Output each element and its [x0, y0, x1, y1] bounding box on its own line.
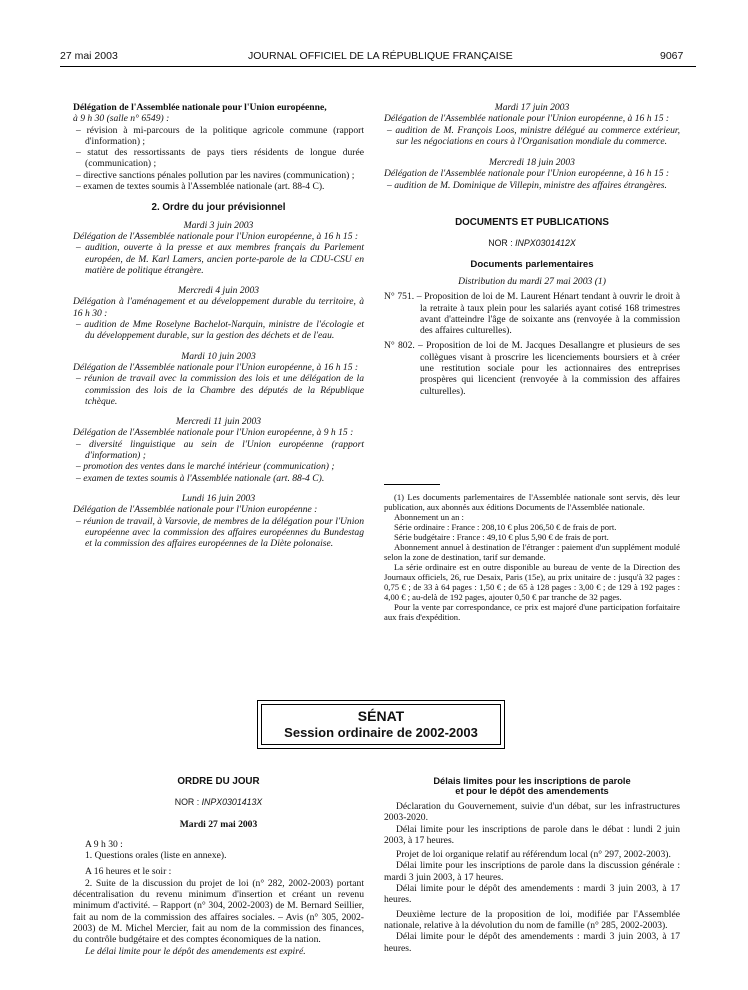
agenda-paragraph: 1. Questions orales (liste en annexe).	[85, 850, 227, 862]
document-751: N° 751. – Proposition de loi de M. Laurent Hénart tendant à ouvrir le droit à la retraite à taux plein pour les salariés ayant cotisé 168 trimestres avant d'atteindre l'âge de soixante ans (renvoyée à la commission des affaires culturelles).	[384, 291, 680, 337]
agenda-paragraph: A 9 h 30 :	[85, 838, 123, 850]
date-heading: Lundi 16 juin 2003	[181, 492, 256, 504]
meeting-lead: Délégation de l'Assemblée nationale pour l'Union européenne, à 16 h 15 :	[73, 230, 359, 242]
meeting-lead: Délégation de l'Assemblée nationale pour l'Union européenne, à 16 h 15 :	[73, 361, 359, 373]
date-heading: Mercredi 4 juin 2003	[177, 285, 260, 297]
senat-title: SÉNAT	[357, 708, 405, 724]
date-heading: Mardi 17 juin 2003	[494, 102, 570, 113]
agenda-item: – révision à mi-parcours de la politique agricole commune (rapport d'information) ;	[76, 124, 364, 147]
meeting-item: – audition de M. François Loos, ministre délégué au commerce extérieur, sur les négociations en cours à l'Organisation mondiale du commerce.	[387, 124, 680, 147]
meeting-lead: Délégation de l'Assemblée nationale pour l'Union européenne :	[73, 504, 318, 516]
agenda-item: – statut des ressortissants de pays tiers résidents de longue durée (communication) ;	[76, 147, 364, 170]
nor-value: INPX0301412X	[515, 238, 576, 249]
meeting-lead: Délégation de l'Assemblée nationale pour l'Union européenne, à 16 h 15 :	[384, 113, 670, 125]
meeting-item: – réunion de travail, à Varsovie, de membres de la délégation pour l'Union européenne avec la commission des affaires européennes du Bundestag et la commission des affaires européennes de la Diète polonaise.	[76, 515, 364, 550]
agenda-item: – directive sanctions pénales pollution par les navires (communication) ;	[76, 169, 355, 181]
documents-title: DOCUMENTS ET PUBLICATIONS	[455, 217, 609, 229]
senat-banner	[257, 700, 505, 749]
meeting-item: – audition de M. Dominique de Villepin, ministre des affaires étrangères.	[387, 179, 667, 191]
nor-value: INPX0301413X	[201, 797, 263, 808]
session-date: Mardi 27 mai 2003	[179, 818, 258, 830]
nor-label: NOR :	[488, 238, 513, 249]
footnote-text: (1) Les documents parlementaires de l'Assemblée nationale sont servis, dès leur publication, aux abonnés aux éditions Documents de l'Assemblée nationale.	[384, 492, 680, 512]
meeting-item: – réunion de travail avec la commission des lois et une délégation de la commission des lois de la Chambre des députés de la République tchèque.	[76, 373, 364, 407]
agenda-paragraph: A 16 heures et le soir :	[85, 866, 172, 878]
deadline-paragraph: Délai limite pour le dépôt des amendements : mardi 3 juin 2003, à 17 heures.	[384, 931, 680, 954]
meeting-item: – examen de textes soumis à l'Assemblée nationale (art. 88-4 C).	[76, 472, 325, 484]
footnote-text: Abonnement un an :	[394, 512, 464, 522]
meeting-item: – audition de Mme Roselyne Bachelot-Narquin, ministre de l'écologie et du développement durable, sur la gestion des déchets et de l'eau.	[76, 319, 364, 342]
footnote-text: Pour la vente par correspondance, ce prix est majoré d'une participation forfaitaire aux frais d'expédition.	[384, 602, 680, 622]
header-date: 27 mai 2003	[60, 50, 118, 62]
left-top-column	[73, 102, 364, 549]
parliamentary-documents-title: Documents parlementaires	[470, 258, 594, 270]
footnote-block	[384, 492, 680, 622]
nor-line	[384, 238, 680, 249]
section-title: 2. Ordre du jour prévisionnel	[151, 202, 286, 214]
deadlines-title: et pour le dépôt des amendements	[455, 786, 609, 796]
senat-subtitle: Session ordinaire de 2002-2003	[284, 725, 478, 740]
meeting-item: – diversité linguistique au sein de l'Union européenne (rapport d'information) ;	[76, 438, 364, 462]
delegation-time: à 9 h 30 (salle n° 6549) :	[73, 113, 170, 125]
senat-banner-inner	[261, 704, 501, 745]
deadline-paragraph: Déclaration du Gouvernement, suivie d'un débat, sur les infrastructures 2003-2020.	[384, 801, 680, 824]
meeting-item: – promotion des ventes dans le marché intérieur (communication) ;	[76, 461, 335, 473]
agenda-paragraph: 2. Suite de la discussion du projet de loi (n° 282, 2002-2003) portant décentralisation du revenu minimum d'insertion et créant un revenu minimum d'activité. – Rapport (n° 304, 2002-2003) de M. Bernard Seillier, fait au nom de la commission des affaires sociales. – Avis (n° 305, 2002-2003) de M. Michel Mercier, fait au nom de la commission des finances, du contrôle budgétaire et des comptes économiques de la nation.	[73, 877, 364, 946]
deadline-paragraph: Deuxième lecture de la proposition de loi, modifiée par l'Assemblée nationale, relative à la dévolution du nom de famille (n° 285, 2002-2003).	[384, 908, 680, 931]
right-top-column	[384, 102, 680, 397]
deadline-paragraph: Délai limite pour le dépôt des amendements : mardi 3 juin 2003, à 17 heures.	[384, 883, 680, 906]
deadline-paragraph: Délai limite pour les inscriptions de parole dans le débat : lundi 2 juin 2003, à 17 heures.	[384, 823, 680, 846]
deadline-paragraph: Délai limite pour les inscriptions de parole dans la discussion générale : mardi 3 juin 2003, à 17 heures.	[384, 860, 680, 883]
delegation-title: Délégation de l'Assemblée nationale pour l'Union européenne,	[73, 102, 327, 113]
distribution-line: Distribution du mardi 27 mai 2003 (1)	[458, 275, 606, 287]
footnote-rule	[384, 484, 440, 485]
header-rule	[60, 66, 696, 67]
meeting-lead: Délégation à l'aménagement et au développement durable du territoire, à 16 h 30 :	[73, 296, 364, 319]
agenda-item: – examen de textes soumis à l'Assemblée nationale (art. 88-4 C).	[76, 181, 325, 193]
date-heading: Mardi 10 juin 2003	[181, 350, 256, 362]
footnote-text: Abonnement annuel à destination de l'étranger : paiement d'un supplément modulé selon la zone de destination, tarif sur demande.	[384, 542, 680, 562]
date-heading: Mercredi 18 juin 2003	[489, 157, 575, 169]
deadlines-title: Délais limites pour les inscriptions de parole	[433, 776, 631, 786]
meeting-item: – audition, ouverte à la presse et aux membres français du Parlement européen, de M. Karl Lamers, ancien porte-parole de la CDU-CSU en matière de politique étrangère.	[76, 242, 364, 276]
footnote-text: La série ordinaire est en outre disponible au bureau de vente de la Direction des Journaux officiels, 26, rue Desaix, Paris (15e), au prix unitaire de : jusqu'à 32 pages : 0,75 € ; de 33 à 64 pages : 1,50 € ; de 65 à 128 pages : 3,00 € ; de 129 à 192 pages : 4,00 € ; au-delà de 192 pages, ajouter 0,50 € par tranche de 32 pages.	[384, 562, 680, 602]
meeting-lead: Délégation de l'Assemblée nationale pour l'Union européenne, à 9 h 15 :	[73, 427, 354, 439]
deadline-paragraph: Projet de loi organique relatif au référendum local (n° 297, 2002-2003).	[396, 849, 671, 861]
left-bottom-column	[73, 776, 364, 957]
footnote-text: Série ordinaire : France : 208,10 € plus 206,50 € de frais de port.	[394, 522, 617, 532]
date-heading: Mercredi 11 juin 2003	[175, 416, 262, 428]
page-number: 9067	[660, 50, 684, 62]
meeting-lead: Délégation de l'Assemblée nationale pour l'Union européenne, à 16 h 15 :	[384, 168, 670, 180]
right-bottom-column	[384, 776, 680, 954]
nor-label: NOR :	[174, 797, 200, 808]
nor-line	[73, 797, 364, 808]
journal-title: JOURNAL OFFICIEL DE LA RÉPUBLIQUE FRANÇAISE	[248, 50, 513, 62]
agenda-title: ORDRE DU JOUR	[177, 776, 260, 787]
agenda-paragraph: Le délai limite pour le dépôt des amendements est expiré.	[85, 945, 306, 957]
date-heading: Mardi 3 juin 2003	[183, 219, 254, 231]
document-802: N° 802. – Proposition de loi de M. Jacques Desallangre et plusieurs de ses collègues visant à proscrire les licenciements boursiers et à créer une restitution sociale pour les actionnaires des entreprises prospères qui licencient (renvoyée à la commission des affaires culturelles).	[384, 340, 680, 397]
footnote-text: Série budgétaire : France : 49,10 € plus 5,90 € de frais de port.	[394, 532, 609, 542]
